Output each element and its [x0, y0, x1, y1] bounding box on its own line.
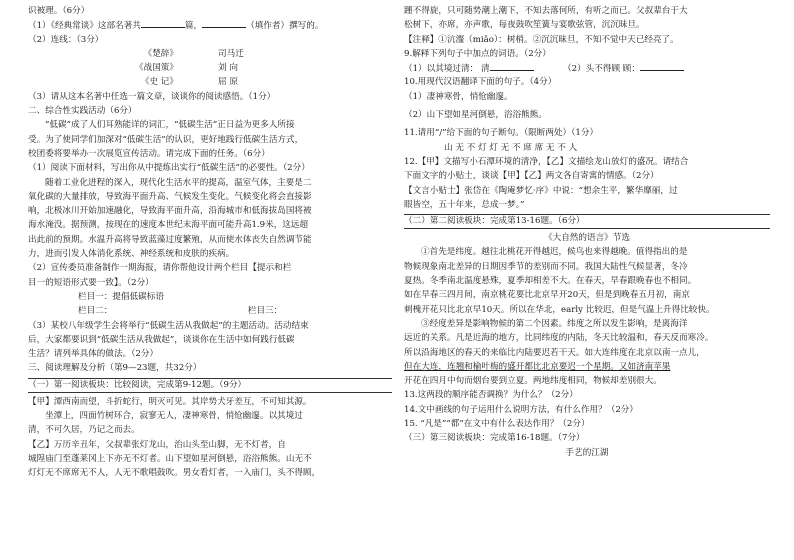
- answer-blank[interactable]: [141, 18, 185, 28]
- text-line: 后，大家都要识到“低碳生活从我做起”，谈谈你在生活中如何践行低碳: [28, 334, 295, 345]
- text-line: 坐潭上，四面竹树环合，寂寥无人，凄神寒骨，悄怆幽邃。以其境过: [45, 411, 303, 422]
- text-line: 远近的关系。凡是近海的地方，比同纬度的内陆，冬天比较温和，春天反而寒冷。: [404, 333, 714, 344]
- book-title: 《楚辞》: [143, 48, 178, 59]
- author-name: 司马迁: [218, 48, 244, 59]
- tip-line: 眼皆空，五十年来，总成一梦。”: [404, 199, 525, 210]
- section-3-heading: 三、阅读理解及分析（第9—23题，共32分）: [28, 363, 202, 374]
- annotation-line: 【注释】①沆瀣（miǎo）：树梢。②沉沉昧旦，不知不觉中天已经亮了。: [404, 34, 679, 45]
- q1-text-c: （填作者）撰写的。: [246, 21, 324, 32]
- book-title: 《战国策》: [135, 63, 178, 74]
- text-line: （1）阅读下面材料，写出你从中提炼出实行“低碳生活”的必要性。（2分）: [28, 163, 310, 174]
- answer-blank[interactable]: [640, 61, 684, 71]
- text-line: （2）山下望如星河倒悬，浴浴熊熊。: [404, 110, 547, 121]
- item-2-text: （2）头不得顾: [563, 64, 621, 75]
- question-11: 11.请用“/”给下面的句子断句。（限断两处）（1分）: [404, 128, 599, 139]
- text-line-underlined: 但在大连，连翘和榆叶梅的盛开都比北京要迟一个星期。又如济南苹果: [404, 361, 671, 372]
- text-line: 受。为了使同学们加深对“低碳生活”的认识，更好地践行低碳生活方式，: [28, 134, 304, 145]
- question-13: 13.这两段的顺序能否调换？为什么？（2分）: [404, 390, 578, 401]
- question-3: （3）请从这本名著中任选一篇文章，谈谈你的阅读感悟。（1分）: [28, 91, 276, 102]
- q1-text-b: 篇，: [184, 21, 203, 32]
- column-one-label: 栏目一：提倡低碳标语: [78, 291, 164, 302]
- text-line: （2）宣传委员准备制作一期海报，请你帮他设计两个栏目【提示和栏: [28, 263, 292, 274]
- text-line: “低碳”成了人们耳熟能详的词汇，“低碳生活”正日益为更多人所接: [45, 120, 295, 131]
- text-line: 灯灯无不席席无不人，人无不歌唱鼓吹。男女看灯者，一入庙门，头不得顾，: [28, 468, 321, 479]
- text-line: 识被理。（6分）: [28, 6, 90, 16]
- column-two-label: 栏目二：: [78, 306, 113, 317]
- text-line: 夏热。冬季南北温度悬殊，夏季却相差不大。在春天，早春跟晚春也不相同。: [404, 276, 697, 287]
- author-name: 刘 向: [218, 63, 238, 74]
- text-line: 【甲】潭西南而望，斗折蛇行，明灭可见。其岸势犬牙差互，不可知其源。: [28, 396, 312, 407]
- reading-block-1-heading: （一）第一阅读板块：比较阅读，完成第9-12题。（9分）: [28, 378, 392, 393]
- text-line: （1）凄神寒骨，悄怆幽邃。: [404, 91, 513, 102]
- text-line: 出此前的预期。水温升高将导致蓝藻过度繁殖，从而使水体丧失自然调节能: [28, 234, 312, 245]
- text-line: ①首先是纬度。越往北桃花开得越迟，候鸟也来得越晚。值得指出的是: [421, 247, 688, 258]
- text-line: 随着工业化进程的深入，现代化生活水平的提高，温室气体，主要是二: [45, 177, 312, 188]
- question-9: 9.解释下列句子中加点的词语。（2分）: [404, 48, 551, 59]
- item-1-word: 清: [480, 64, 490, 75]
- text-line: 物候现象南北差异的日期因季节的差别而不同。我国大陆性气候显著，冬冷: [404, 261, 688, 272]
- sentence-to-split: 山 无 不 灯 灯 无 不 席 席 无 不 人: [444, 142, 578, 153]
- text-line: 校团委将要举办一次展览宣传活动。请完成下面的任务。（6分）: [28, 148, 270, 159]
- left-column: [28, 4, 392, 481]
- text-line: 开花在四月中旬而烟台要到立夏。两地纬度相同，物候却差别很大。: [404, 376, 662, 387]
- reading-block-2-heading: （二）第二阅读板块：完成第13-16题。（6分）: [404, 214, 770, 229]
- question-9-items: [404, 61, 770, 75]
- item-2-word: 顾：: [622, 64, 640, 75]
- question-15: 15. “凡是”“都”在文中有什么表达作用？（2分）: [404, 419, 590, 430]
- text-line: 生活？请列举具体的做法。（2分）: [28, 349, 159, 360]
- text-line: 刺槐开花只比北京早10天。所以在华北，early 比较迟，但是气温上升得比较快。: [404, 304, 715, 315]
- text-line: 清，不可久居，乃记之而去。: [28, 425, 140, 436]
- text-line: 目一的短语形式要一致】。（2分）: [28, 277, 154, 288]
- tip-line: 【文言小贴士】张岱在《陶庵梦忆·序》中说：“想余生平，繁华靡丽，过: [404, 185, 678, 196]
- connect-row: [28, 75, 392, 89]
- text-line: 如在早春三四月间，南京桃花要比北京早开20天，但是到晚春五月初，南京: [404, 290, 690, 301]
- passage-title: 《大自然的语言》节选: [544, 233, 630, 244]
- column-labels: [28, 304, 392, 318]
- question-14: 14.文中画线的句子运用什么说明方法，有什么作用？（2分）: [404, 404, 638, 415]
- question-1: [28, 18, 392, 32]
- item-1-text: （1）以其境过清：: [404, 64, 479, 75]
- answer-blank[interactable]: [202, 18, 246, 28]
- text-line: 力，进而引发人体消化系统、神经系统和皮肤的疾病。: [28, 249, 235, 260]
- reading-block-3-heading: （三）第三阅读板块：完成第16-18题。（7分）: [404, 433, 585, 444]
- text-line: ③经度差异是影响物候的第二个因素。纬度之所以发生影响，是离海洋: [421, 318, 688, 329]
- passage-title: 手艺的江湖: [565, 447, 609, 458]
- text-line: （3）某校八年级学生会将举行“低碳生活从我做起”的主题活动。活动结束: [28, 320, 309, 331]
- text-line: 响，北极冰川开始加速融化，导致海平面升高，沿海城市和低海拔岛国将被: [28, 206, 312, 217]
- question-2: （2）连线：（3分）: [28, 34, 104, 45]
- text-line: 踵不得旋，只可随势潮上潮下，不知去落何所，有听之而已。父叔辈台于大: [404, 6, 688, 16]
- column-three-label: 栏目三：: [247, 306, 283, 317]
- author-name: 屈 原: [218, 77, 238, 88]
- connect-row: [28, 47, 392, 61]
- section-2-heading: 二、综合性实践活动（6分）: [28, 106, 137, 117]
- text-line: 下面文字的小贴士，谈谈【甲】【乙】两文各自寄寓的情感。（2分）: [404, 171, 659, 182]
- text-line: 海水淹没。据预测，按现在的速度本世纪末海平面可能升高1.9米，这远超: [28, 220, 309, 231]
- right-column: [404, 4, 770, 460]
- text-line: 【乙】万历辛丑年，父叔辈张灯龙山，治山头至山脚，无不灯者，自: [28, 439, 286, 450]
- q1-text-a: （1）《经典常谈》这部名著共: [28, 21, 141, 32]
- text-line: 氧化碳的大量排放，导致海平面升高、气候发生变化。气候变化将会直接影: [28, 191, 312, 202]
- text-line: 松树下，亦席，亦声歌，每夜鼓吹笙簧与宴歌弦管，沉沉昧旦。: [404, 20, 645, 31]
- book-title: 《史 记》: [140, 77, 178, 88]
- answer-blank[interactable]: [490, 61, 534, 71]
- connect-row: [28, 61, 392, 75]
- question-10: 10.用现代汉语翻译下面的句子。（4分）: [404, 77, 557, 88]
- text-line: 城隍庙门至蓬莱冈上下亦无不灯者。山下望如星河倒悬，浴浴熊熊。山无不: [28, 453, 312, 464]
- text-line-underlined: 所以沿海地区的春天的来临比内陆要迟若干天。如大连纬度在北京以南一点儿，: [404, 347, 705, 358]
- question-12: 12.【甲】文描写小石潭环境的清净，【乙】文描绘龙山放灯的盛况。请结合: [404, 156, 689, 167]
